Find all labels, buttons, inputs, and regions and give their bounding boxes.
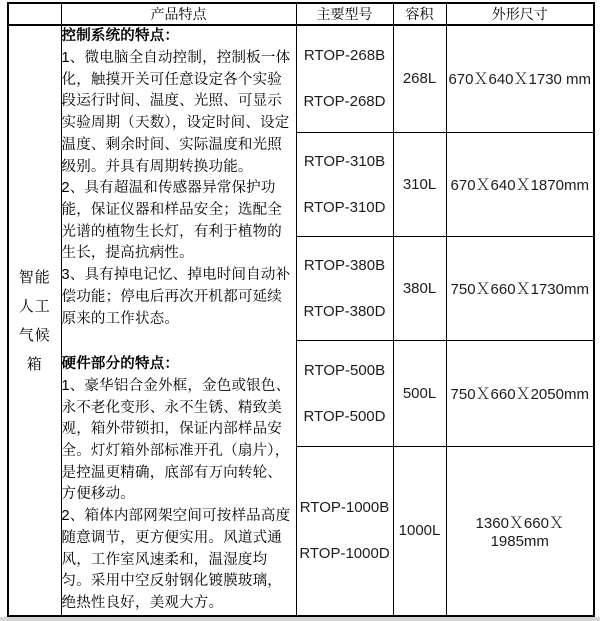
dimensions-cell: 750Ｘ660Ｘ1730mm bbox=[446, 236, 594, 340]
model-name: RTOP-380B bbox=[303, 256, 386, 274]
category-line: 人工 bbox=[18, 297, 51, 315]
model-name: RTOP-500D bbox=[303, 407, 386, 425]
volume-cell: 268L bbox=[393, 25, 446, 132]
dimensions-cell: 750Ｘ660Ｘ2050mm bbox=[446, 340, 594, 446]
category-label-cell bbox=[8, 25, 61, 616]
model-cell bbox=[296, 25, 393, 132]
volume-cell: 500L bbox=[393, 340, 446, 446]
model-name: RTOP-268B bbox=[303, 47, 386, 65]
header-cell-dimensions: 外形尺寸 bbox=[446, 3, 594, 25]
feature-item: 2、具有超温和传感器异常保护功能，保证仪器和样品安全；选配全光谱的植物生长灯，有利于植物的生长，提高抗病性。 bbox=[61, 180, 282, 262]
model-name: RTOP-1000D bbox=[299, 545, 390, 563]
model-cell bbox=[296, 236, 393, 340]
volume-cell: 1000L bbox=[393, 446, 446, 616]
feature-item: 2、箱体内部网架空间可按样品高度随意调节，更方便实用。风道式通风，工作室风速柔和，温湿度均匀。采用中空反射钢化镀膜玻璃，绝热性良好，美观大方。 bbox=[61, 508, 291, 611]
model-name: RTOP-500B bbox=[303, 361, 386, 379]
hardware-section-title: 硬件部分的特点： bbox=[61, 356, 180, 373]
product-spec-table bbox=[7, 2, 595, 617]
volume-cell: 380L bbox=[393, 236, 446, 340]
category-line: 智能 bbox=[18, 268, 51, 286]
dimensions-cell: 1360Ｘ660Ｘ1985mm bbox=[446, 446, 594, 616]
feature-item: 3、具有掉电记忆、掉电时间自动补偿功能；停电后再次开机都可延续原来的工作状态。 bbox=[61, 267, 291, 327]
table-header-row bbox=[8, 3, 594, 25]
model-name: RTOP-1000B bbox=[299, 499, 390, 517]
feature-item: 1、豪华铝合金外框，金色或银色、永不老化变形、永不生锈、精致美观，箱外带锁扣，保证内部样品安全。灯灯箱外部标准开孔（扇片），是控温更精确，底部有万向转轮、方便移动。 bbox=[61, 377, 291, 503]
header-cell-volume: 容积 bbox=[393, 3, 446, 25]
page-bottom-edge bbox=[0, 617, 600, 621]
control-section-title: 控制系统的特点： bbox=[61, 28, 180, 45]
model-name: RTOP-310D bbox=[303, 198, 386, 216]
header-cell-empty bbox=[8, 3, 61, 25]
header-cell-features: 产品特点 bbox=[61, 3, 296, 25]
model-cell bbox=[296, 340, 393, 446]
volume-cell: 310L bbox=[393, 132, 446, 236]
dimensions-cell: 670Ｘ640Ｘ1730 mm bbox=[446, 25, 594, 132]
model-cell bbox=[296, 446, 393, 616]
header-cell-model: 主要型号 bbox=[296, 3, 393, 25]
model-name: RTOP-380D bbox=[303, 302, 386, 320]
model-name: RTOP-268D bbox=[303, 93, 386, 111]
table-row bbox=[8, 25, 594, 132]
category-label bbox=[9, 263, 61, 379]
category-line: 气候 bbox=[18, 326, 51, 344]
category-line: 箱 bbox=[26, 355, 43, 373]
model-cell bbox=[296, 132, 393, 236]
feature-item: 1、微电脑全自动控制，控制板一体化，触摸开关可任意设定各个实验段运行时间、温度、光照、可显示实验周期（天数），设定时间、设定温度、剩余时间、实际温度和光照级别。并具有周期转换功能。 bbox=[61, 50, 291, 175]
dimensions-cell: 670Ｘ640Ｘ1870mm bbox=[446, 132, 594, 236]
features-cell bbox=[61, 25, 296, 616]
model-name: RTOP-310B bbox=[303, 152, 386, 170]
